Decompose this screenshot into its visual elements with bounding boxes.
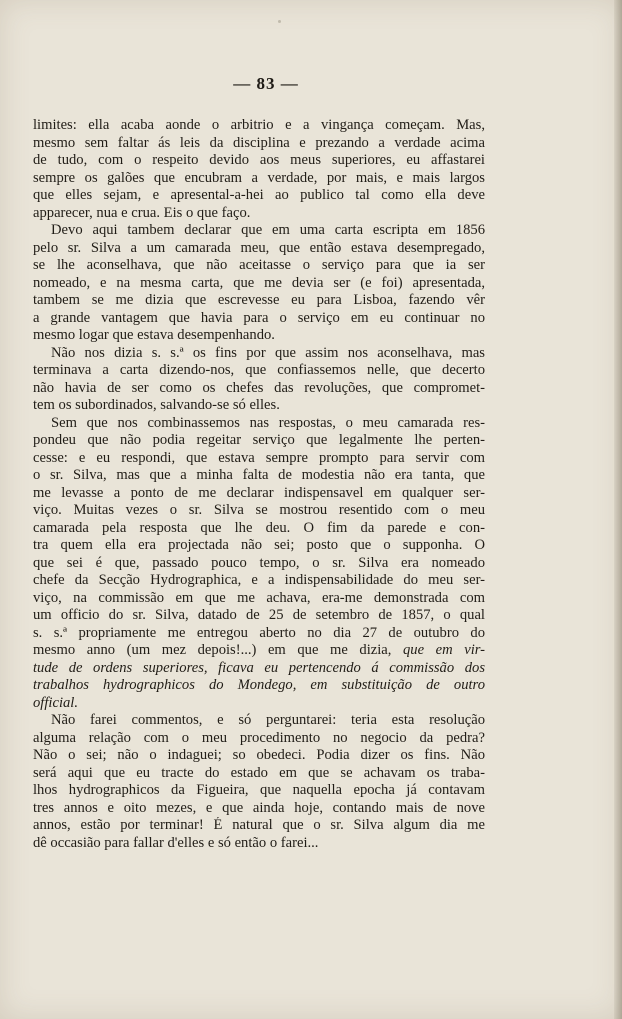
text-line-roman: Não farei commentos, e só perguntarei: teria esta resolução — [51, 712, 485, 728]
page-edge-shadow — [614, 0, 622, 1019]
text-line — [33, 555, 485, 573]
text-line — [33, 135, 485, 153]
text-line-roman: Devo aqui tambem declarar que em uma carta escripta em 1856 — [51, 222, 485, 238]
text-line-roman: Não nos dizia s. s.ª os fins por que assim nos aconselhava, mas — [51, 344, 485, 361]
text-line — [33, 415, 485, 433]
text-line — [33, 712, 485, 730]
text-line-roman: Não o sei; não o indaguei; so obedeci. Podia dizer os fins. Não — [33, 747, 485, 763]
text-line-roman: que elles sejam, e apresental-a-hei ao publico tal como ella deve — [33, 187, 485, 203]
text-line-roman: pelo sr. Silva a um camarada meu, que então estava desempregado, — [33, 239, 485, 256]
ink-speck — [278, 20, 281, 23]
text-line — [33, 275, 485, 293]
text-line-italic: que em vir- — [402, 642, 485, 658]
text-line-roman: Sem que nos combinassemos nas respostas, o meu camarada res- — [51, 414, 485, 431]
text-line-roman: mesmo logar que estava desempenhando. — [33, 327, 275, 343]
text-line-roman: alguma relação com o meu procedimento no negocio da pedra? — [33, 729, 485, 746]
text-line — [33, 205, 485, 223]
text-line-roman: tres annos e oito mezes, e que ainda hoje, contando mais de nove — [33, 799, 485, 816]
text-line — [33, 397, 485, 415]
text-line-roman: apparecer, nua e crua. Eis o que faço. — [33, 204, 251, 221]
text-line — [33, 170, 485, 188]
text-line-roman: será aqui que eu tracte do estado em que se achavam os traba- — [33, 764, 485, 781]
text-line-roman: me levasse a ponto de me declarar indispensavel em qualquer ser- — [33, 484, 485, 501]
text-line — [33, 730, 485, 748]
text-line — [33, 590, 485, 608]
text-line-roman: limites: ella acaba aonde o arbitrio e a vingança começam. Mas, — [33, 117, 485, 133]
text-line — [33, 625, 485, 643]
text-line-roman: não havia de ser como os chefes das revoluções, que compromet- — [33, 379, 485, 396]
text-line — [33, 345, 485, 363]
text-line — [33, 695, 485, 713]
text-line — [33, 327, 485, 345]
text-line — [33, 520, 485, 538]
text-line — [33, 502, 485, 520]
text-line — [33, 537, 485, 555]
text-line — [33, 642, 485, 660]
page-number: — 83 — — [233, 74, 299, 93]
text-line-roman: dê occasião para fallar d'elles e só então o farei... — [33, 834, 319, 851]
text-line — [33, 362, 485, 380]
text-line — [33, 817, 485, 835]
text-line — [33, 152, 485, 170]
text-line-roman: mesmo sem faltar ás leis da disciplina e prezando a verdade acima — [33, 134, 485, 151]
text-line — [33, 257, 485, 275]
text-line — [33, 835, 485, 853]
text-line-roman: viço, na commissão em que me achava, era-me demonstrada com — [33, 589, 485, 606]
text-line-roman: terminava a carta dizendo-nos, que confiassemos nelle, que decerto — [33, 362, 485, 378]
text-line — [33, 240, 485, 258]
text-line — [33, 292, 485, 310]
text-line — [33, 222, 485, 240]
text-line-roman: lhos hydrographicos da Figueira, que naquella epocha já contavam — [33, 782, 485, 798]
text-line-roman: um officio do sr. Silva, datado de 25 de setembro de 1857, o qual — [33, 607, 485, 623]
text-line-roman: camarada pela resposta que lhe deu. O fim da parede e con- — [33, 519, 485, 536]
text-line-roman: que sei é que, passado pouco tempo, o sr. Silva era nomeado — [33, 554, 485, 571]
text-line — [33, 800, 485, 818]
text-line-roman: annos, estão por terminar! É natural que o sr. Silva algum dia me — [33, 817, 485, 833]
text-line — [33, 782, 485, 800]
ink-speck — [436, 318, 439, 321]
text-line — [33, 677, 485, 695]
text-line-roman: a grande vantagem que havia para o serviço em eu continuar no — [33, 309, 485, 326]
text-line — [33, 747, 485, 765]
text-line-roman: tambem se me dizia que escrevesse eu para Lisboa, fazendo vêr — [33, 292, 485, 308]
text-line — [33, 380, 485, 398]
text-line-roman: nomeado, e na mesma carta, que me devia ser (e foi) apresentada, — [33, 274, 485, 291]
text-line-roman: viço. Muitas vezes o sr. Silva se mostrou resentido com o meu — [33, 502, 485, 518]
text-line-roman: s. s.ª propriamente me entregou aberto no dia 27 de outubro do — [33, 624, 485, 641]
text-line-roman: o sr. Silva, mas que a minha falta de modestia não era tanta, que — [33, 467, 485, 483]
text-line — [33, 432, 485, 450]
text-line-roman: sempre os galões que encubram a verdade, por mais, e mais largos — [33, 169, 485, 186]
text-line-italic: official. — [33, 694, 78, 711]
text-line-roman: tra quem ella era projectada não sei; posto que o supponha. O — [33, 537, 485, 553]
text-line — [33, 117, 485, 135]
text-line-roman: cesse: e eu respondi, que estava sempre prompto para servir com — [33, 449, 485, 466]
text-line-roman: mesmo anno (um mez depois!...) em que me dizia, — [33, 642, 403, 658]
text-line — [33, 607, 485, 625]
text-line-roman: chefe da Secção Hydrographica, e a indispensabilidade do meu ser- — [33, 572, 485, 588]
text-line-roman: se lhe aconselhava, que não aceitasse o serviço para que ia ser — [33, 257, 485, 273]
text-line — [33, 450, 485, 468]
body-text — [33, 117, 485, 852]
text-line — [33, 187, 485, 205]
text-line-italic: tude de ordens superiores, ficava eu pertencendo á commissão dos — [33, 659, 485, 676]
text-line — [33, 485, 485, 503]
text-line — [33, 660, 485, 678]
text-line — [33, 572, 485, 590]
text-line-roman: tem os subordinados, salvando-se só elles. — [33, 397, 280, 413]
text-line — [33, 310, 485, 328]
text-line — [33, 765, 485, 783]
text-line — [33, 467, 485, 485]
text-line-roman: de tudo, com o respeito devido aos meus superiores, eu affastarei — [33, 152, 485, 168]
text-line-italic: trabalhos hydrographicos do Mondego, em substituição de outro — [33, 677, 485, 693]
text-line-roman: pondeu que não podia regeitar serviço que legalmente lhe perten- — [33, 432, 485, 448]
